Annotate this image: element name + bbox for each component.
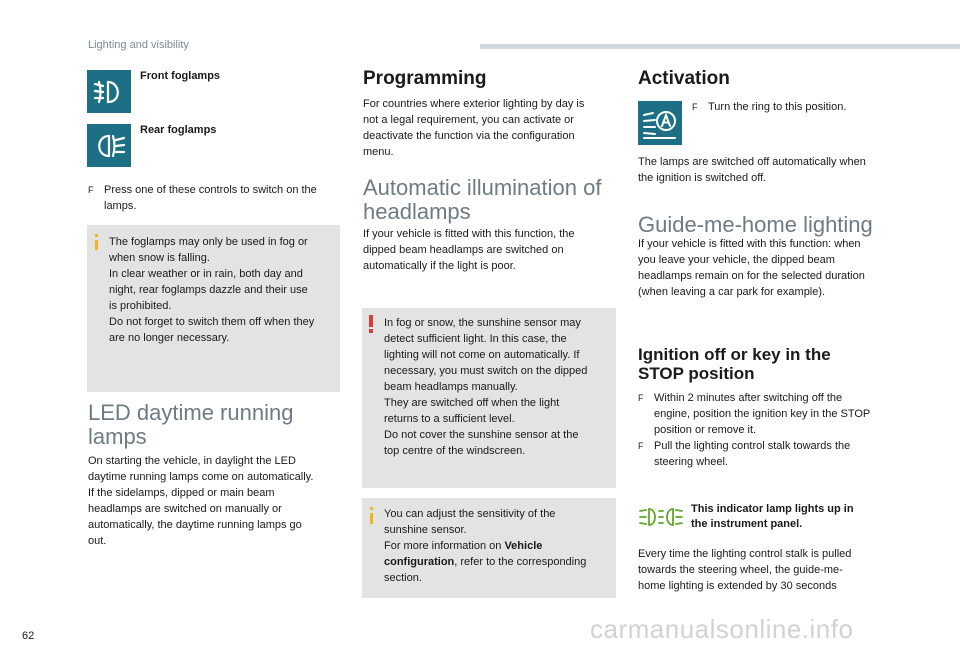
guide-me-home-heading: Guide-me-home lighting — [638, 212, 873, 237]
watermark: carmanualsonline.info — [590, 614, 854, 644]
auto-illumination-heading — [363, 176, 601, 224]
programming-line: not a legal requirement, you can activate or — [363, 114, 574, 126]
ignition-bullet: F Within 2 minutes after switching off the engine, position the ignition key in the STOP position or remove it. — [638, 392, 871, 436]
led-line: automatically, the daytime running lamps go — [88, 519, 302, 531]
ignition-bullet-line: Within 2 minutes after switching off the — [654, 392, 843, 404]
warning-line: They are switched off when the light — [384, 397, 560, 409]
info-line: sunshine sensor. — [384, 524, 467, 536]
led-heading-line: LED daytime running — [88, 400, 294, 425]
info-line: section. — [384, 572, 422, 584]
activation-body — [638, 154, 866, 186]
warning-line: lighting will not come on automatically. If — [384, 349, 580, 361]
warning-line: beam headlamps manually. — [384, 381, 518, 393]
warning-line: returns to a sufficient level. — [384, 413, 515, 425]
ignition-bullet-line: Pull the lighting control stalk towards the — [654, 440, 851, 452]
led-line: On starting the vehicle, in daylight the LED — [88, 455, 296, 467]
activation-instruction-text: Turn the ring to this position. — [708, 101, 847, 113]
header-bar — [480, 44, 960, 49]
extension-line: home lighting is extended by 30 seconds — [638, 580, 837, 592]
note-line: when snow is falling. — [109, 252, 210, 264]
note-line: Do not forget to switch them off when they — [109, 316, 315, 328]
auto-line: If your vehicle is fitted with this function, the — [363, 228, 575, 240]
auto-headlamp-icon — [638, 101, 682, 145]
warning-line: Do not cover the sunshine sensor at the — [384, 429, 579, 441]
activation-line: the ignition is switched off. — [638, 172, 767, 184]
auto-heading-line: headlamps — [363, 199, 471, 224]
front-foglamps-label: Front foglamps — [140, 70, 221, 82]
info-line — [384, 554, 586, 570]
info-text: For more information on — [384, 540, 502, 552]
activation-instruction: F Turn the ring to this position. — [692, 101, 847, 113]
led-line: headlamps are switched on manually or — [88, 503, 282, 515]
auto-line: dipped beam headlamps are switched on — [363, 244, 564, 256]
extension-line: towards the steering wheel, the guide-me- — [638, 564, 843, 576]
programming-line: deactivate the function via the configuration — [363, 130, 575, 142]
ignition-bullets — [638, 390, 870, 470]
note-line: In clear weather or in rain, both day and — [109, 268, 303, 280]
note-line: night, rear foglamps dazzle and their use — [109, 284, 308, 296]
ignition-bullet-line: position or remove it. — [654, 424, 757, 436]
ignition-heading-line: Ignition off or key in the — [638, 345, 831, 364]
info-text: , refer to the corresponding — [454, 556, 587, 568]
warning-marker-icon — [369, 315, 373, 327]
guide-me-home-indicator-icon — [638, 505, 684, 529]
activation-heading: Activation — [638, 68, 730, 89]
auto-line: automatically if the light is poor. — [363, 260, 516, 272]
ignition-bullet-line: steering wheel. — [654, 456, 728, 468]
page-number: 62 — [22, 630, 35, 642]
led-heading-line: lamps — [88, 424, 147, 449]
activation-line: The lamps are switched off automatically when — [638, 156, 866, 168]
info-line: You can adjust the sensitivity of the — [384, 508, 556, 520]
ignition-bullet-line: engine, position the ignition key in the STOP — [654, 408, 871, 420]
led-heading — [88, 401, 293, 449]
programming-body — [363, 96, 584, 160]
sunshine-sensor-warning — [362, 308, 616, 488]
guide-line: headlamps remain on for the selected duration — [638, 270, 865, 282]
led-body — [88, 453, 313, 549]
note-line: The foglamps may only be used in fog or — [109, 236, 308, 248]
note-line: are no longer necessary. — [109, 332, 230, 344]
rear-foglamp-icon — [87, 124, 131, 167]
warning-line: In fog or snow, the sunshine sensor may — [384, 317, 581, 329]
guide-line: If your vehicle is fitted with this function: when — [638, 238, 861, 250]
extension-line: Every time the lighting control stalk is pulled — [638, 548, 852, 560]
guide-line: you leave your vehicle, the dipped beam — [638, 254, 835, 266]
guide-line: (when leaving a car park for example). — [638, 286, 826, 298]
info-marker-icon — [95, 234, 98, 237]
programming-line: menu. — [363, 146, 394, 158]
note-line: is prohibited. — [109, 300, 172, 312]
indicator-label-line: This indicator lamp lights up in — [691, 503, 854, 515]
guide-body — [638, 236, 865, 300]
led-line: daytime running lamps come on automatically. — [88, 471, 314, 483]
ignition-heading-line: STOP position — [638, 364, 755, 383]
indicator-label — [691, 502, 854, 532]
indicator-label-line: the instrument panel. — [691, 518, 803, 530]
auto-heading-line: Automatic illumination of — [363, 175, 602, 200]
led-line: out. — [88, 535, 107, 547]
rear-foglamps-label: Rear foglamps — [140, 124, 217, 136]
ignition-heading — [638, 345, 831, 383]
foglamp-instruction-text: Press one of these controls to switch on the lamps. — [104, 184, 317, 212]
sensitivity-info-note — [362, 498, 616, 598]
extension-body — [638, 546, 851, 594]
section-header: Lighting and visibility — [88, 39, 189, 51]
led-line: If the sidelamps, dipped or main beam — [88, 487, 275, 499]
front-foglamp-icon — [87, 70, 131, 113]
auto-body — [363, 226, 575, 274]
vehicle-bold: Vehicle — [504, 540, 543, 552]
warning-line: detect sufficient light. In this case, the — [384, 333, 567, 345]
warning-line: top centre of the windscreen. — [384, 445, 526, 457]
ignition-bullet: F Pull the lighting control stalk towards the steering wheel. — [638, 440, 851, 468]
configuration-bold: configuration — [384, 556, 455, 568]
programming-line: For countries where exterior lighting by day is — [363, 98, 585, 110]
info-line — [384, 538, 586, 554]
info-marker-icon — [370, 507, 373, 510]
warning-line: necessary, you must switch on the dipped — [384, 365, 588, 377]
foglamp-instruction: F Press one of these controls to switch on the lamps. — [88, 182, 343, 214]
programming-heading: Programming — [363, 68, 487, 89]
foglamp-info-note — [87, 225, 340, 392]
